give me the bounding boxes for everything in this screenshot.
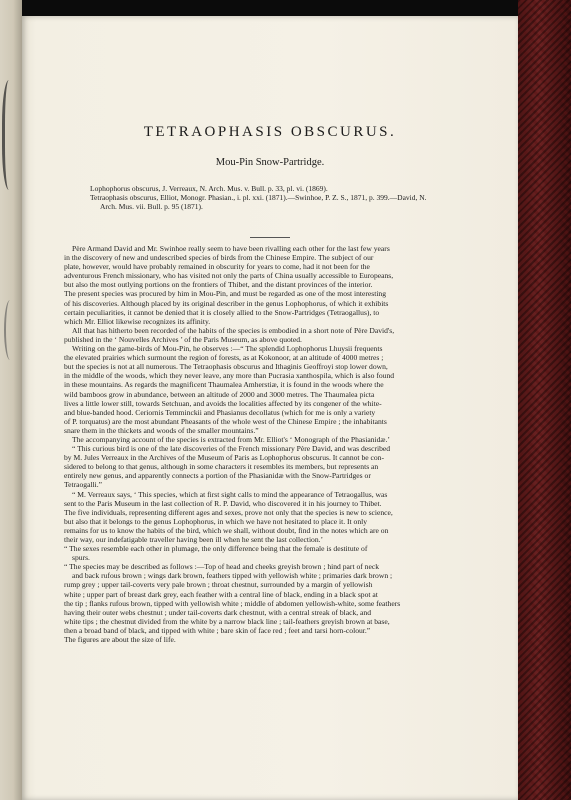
body-line: “ The sexes resemble each other in plumage, the only difference being that the female is destitute of [64,544,368,554]
page-subtitle: Mou-Pin Snow-Partridge. [215,157,325,168]
body-line: white tips ; the chestnut divided from the white by a narrow black line ; tail-feathers greyish brown at base, [64,616,390,626]
body-line: Père Armand David and Mr. Swinhoe really seem to have been rivalling each other for the last few years [72,244,390,253]
body-line: in the discovery of new and undescribed species of birds from the Chinese Empire. The subject of our [64,253,374,263]
body-line: The figures are about the size of life. [64,635,176,645]
body-line: and back rufous brown ; wings dark brown, feathers tipped with yellowish white ; primaries dark brown ; [72,571,393,581]
body-line: which Mr. Elliot likewise recognizes its affinity. [64,316,211,326]
body-line: All that has hitherto been recorded of the habits of the species is embodied in a short note of Père David's, [72,325,395,335]
book-page [22,16,518,800]
synonymy-line: Tetraophasis obscurus, Elliot, Monogr. Phasian., i. pl. xxi. (1871).—Swinhoe, P. Z. S., 1871, p. 399.—David, N. [90,193,427,202]
body-line: sent to the Paris Museum in the last collection of R. P. David, who discovered it in his journey to Thibet. [64,498,382,508]
body-line: Tetraogalli.” [64,480,103,490]
body-line: then a broad band of black, and tipped with white ; bare skin of face red ; feet and tarsi horn-colour.” [64,625,371,635]
body-line: wild bamboos grow in abundance, between an altitude of 2000 and 3000 metres. The Thaumalea picta [64,389,375,399]
body-line: of his discoveries. Although placed by its original describer in the genus Lophophorus, of which it exhibits [64,298,389,308]
body-line: entirely new genus, and apparently connects a portion of the Phasianidæ with the Snow-Partridges or [64,471,371,481]
body-line: in the middle of the woods, which they never leave, any more than Pucrasia xanthospila, which is also found [64,371,395,381]
body-line: spurs. [72,553,90,563]
body-line: Writing on the game-birds of Mou-Pin, he observes :—“ The splendid Lophophorus Lhuysii frequents [72,344,383,354]
book-binding [518,0,571,800]
facing-page-illustration-edge [4,300,16,360]
body-line: but also that it belongs to the genus Lophophorus, in which we have not hesitated to place it. It only [64,516,368,526]
facing-page-illustration-edge [2,80,19,190]
body-line: but also the most outlying portions on the frontiers of Thibet, and the distant provinces of the interior. [64,280,373,290]
body-line: lives a little lower still, towards Setchuan, and avoids the localities affected by its congener of the white- [64,398,382,408]
body-line: sidered to belong to that genus, although in some characters it resembles its members, but represents an [64,462,379,472]
body-line: The present species was procured by him in Mou-Pin, and must be regarded as one of the most interesting [64,289,387,299]
body-text [64,244,476,644]
body-line: their way, our indefatigable traveller having been ill when he sent the last collection.’ [64,535,324,544]
facing-page-edge [0,0,22,800]
synonymy-line: Arch. Mus. vii. Bull. p. 95 (1871). [100,202,203,211]
body-line: rump grey ; upper tail-coverts very pale brown ; throat chestnut, surrounded by a margin of yellowish [64,580,373,590]
body-line: “ This curious bird is one of the late discoveries of the French missionary Père David, and was described [72,444,391,454]
section-divider [250,237,290,238]
body-line: the tip ; flanks rufous brown, tipped with yellowish white ; middle of abdomen yellowish-white, some feathers [64,598,401,608]
body-line: The accompanying account of the species is extracted from Mr. Elliot's ‘ Monograph of the Phasianidæ.’ [72,434,390,444]
body-line: snare them in the thickets and woods of the smaller mountains.” [64,425,259,435]
body-line: plate, however, would have probably remained in obscurity for years to come, had it not been for the [64,262,370,272]
body-line: “ The species may be described as follows :—Top of head and cheeks greyish brown ; hind part of neck [64,562,380,572]
body-line: and blue-banded hood. Ceriornis Temminckii and Phasianus decollatus (which for me is only a variety [64,407,376,417]
body-line: in these mountains. As regards the magnificent Thaumalea Amherstiæ, it is found in the woods where the [64,380,384,390]
body-line: published in the ‘ Nouvelles Archives ’ of the Paris Museum, as above quoted. [64,334,302,344]
body-line: certain peculiarities, it cannot be denied that it is closely allied to the Snow-Partridges (Tetraogallus), to [64,307,380,317]
body-line: by M. Jules Verreaux in the Archives of the Museum of Paris as Lophophorus obscurus. It cannot be con- [64,453,385,463]
body-line: white ; upper part of breast dark grey, each feather with a central line of black, ending in a black spot at [64,589,378,599]
synonymy-line: Lophophorus obscurus, J. Verreaux, N. Arch. Mus. v. Bull. p. 33, pl. vi. (1869). [90,184,328,193]
body-line: remains for us to know the habits of the bird, which we shall, without doubt, find in the notes which are on [64,525,389,535]
body-line: the elevated prairies which surmount the region of forests, as at Kokonoor, at an altitude of 4000 metres ; [64,353,384,363]
page-title: TETRAOPHASIS OBSCURUS. [143,124,397,140]
body-line: but the species is not at all numerous. The Tetraophasis obscurus and Ithaginis Geoffroyi stop lower down, [64,362,388,372]
body-line: having their outer webs chestnut ; under tail-coverts dark chestnut, with a central streak of black, and [64,607,372,617]
body-line: “ M. Verreaux says, ‘ This species, which at first sight calls to mind the appearance of Tetraogallus, was [72,489,388,499]
body-line: The five individuals, representing different ages and sexes, prove not only that the species is new to science, [64,507,393,517]
scan-top-border [22,0,518,16]
body-line: of P. torquatus) are the most abundant Pheasants of the whole west of the Chinese Empire ; the inhabitants [64,416,387,426]
body-line: adventurous French missionary, who has visited not only the parts of China usually accessible to Europeans, [64,271,394,281]
